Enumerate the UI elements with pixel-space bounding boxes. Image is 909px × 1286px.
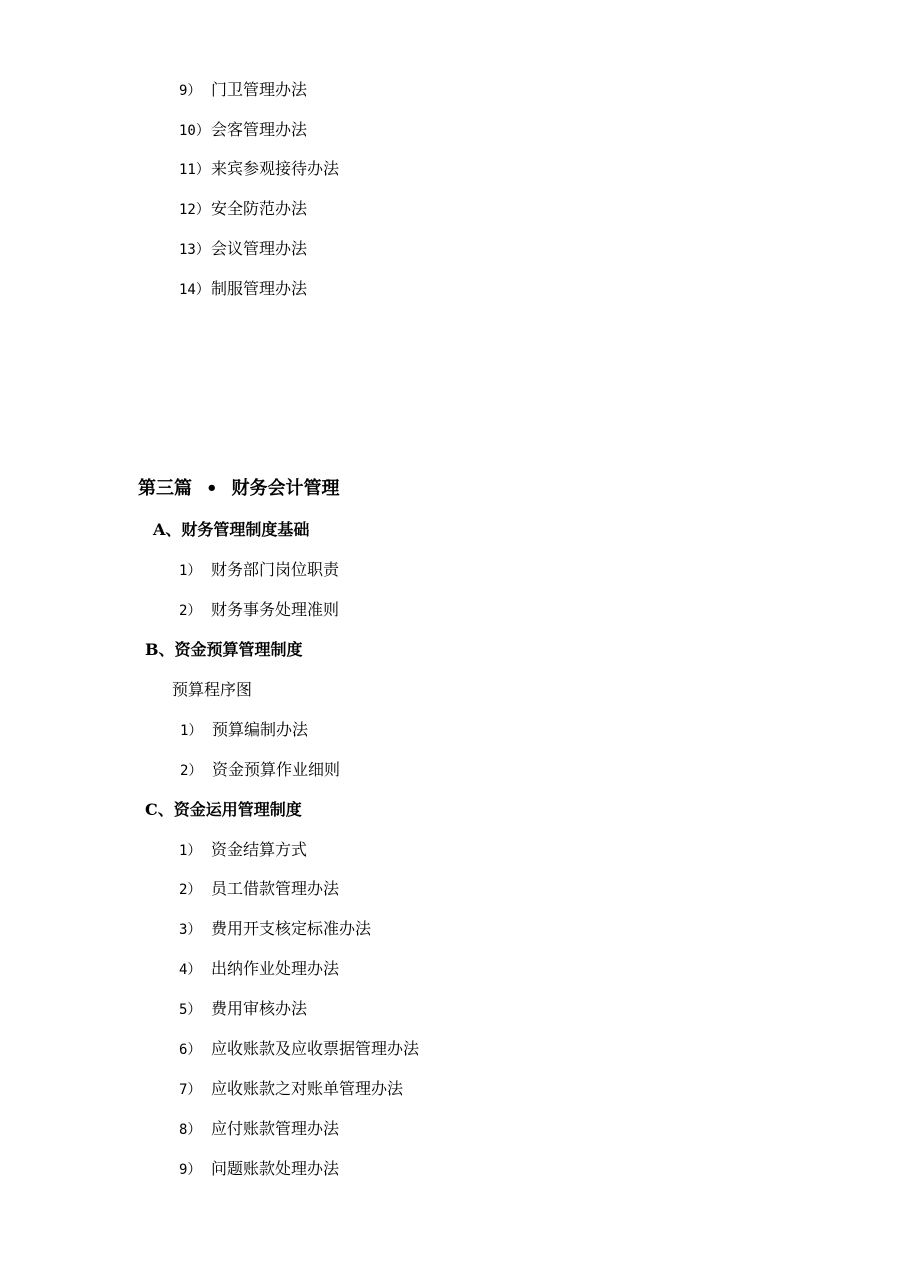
item-text: 资金预算作业细则 [212, 760, 341, 779]
item-text: 财务部门岗位职责 [211, 560, 340, 579]
item-text: 预算编制办法 [212, 720, 309, 739]
item-text: 应收账款及应收票据管理办法 [211, 1039, 420, 1058]
list-item [179, 919, 371, 940]
list-item [179, 959, 339, 980]
section-a-heading: A、财务管理制度基础 [153, 520, 310, 539]
item-number: 12） [179, 202, 210, 218]
list-item [179, 560, 339, 581]
list-item [179, 120, 307, 141]
item-text: 会议管理办法 [211, 239, 308, 258]
item-number: 8） [179, 1122, 202, 1138]
list-item [179, 159, 339, 180]
item-number: 6） [179, 1042, 202, 1058]
item-number: 14） [179, 282, 210, 298]
item-text: 费用开支核定标准办法 [211, 919, 372, 938]
list-item [179, 600, 339, 621]
item-text: 问题账款处理办法 [211, 1159, 340, 1178]
section-note: 预算程序图 [172, 680, 253, 699]
item-number: 4） [179, 962, 202, 978]
item-text: 出纳作业处理办法 [211, 959, 340, 978]
part-title-text: 财务会计管理 [231, 478, 340, 499]
item-number: 1） [179, 843, 202, 859]
section-b-heading: B、资金预算管理制度 [145, 640, 303, 659]
bullet-separator: • [206, 478, 218, 499]
item-number: 5） [179, 1002, 202, 1018]
item-text: 安全防范办法 [211, 199, 308, 218]
list-item [179, 1079, 403, 1100]
list-item [179, 1039, 419, 1060]
item-text: 应收账款之对账单管理办法 [211, 1079, 404, 1098]
item-number: 13） [179, 242, 210, 258]
item-text: 应付账款管理办法 [211, 1119, 340, 1138]
list-item [179, 1159, 339, 1180]
item-number: 2） [179, 603, 202, 619]
part-prefix: 第三篇 [138, 478, 192, 499]
list-item [179, 279, 307, 300]
list-item [179, 999, 307, 1020]
item-text: 会客管理办法 [211, 120, 308, 139]
item-text: 制服管理办法 [211, 279, 308, 298]
list-item [179, 840, 307, 861]
item-text: 来宾参观接待办法 [211, 159, 340, 178]
item-number: 7） [179, 1082, 202, 1098]
item-number: 1） [179, 563, 202, 579]
list-item [179, 1119, 339, 1140]
section-c-heading: C、资金运用管理制度 [145, 800, 302, 819]
item-number: 10） [179, 123, 210, 139]
list-item [180, 720, 308, 741]
item-number: 1） [180, 723, 203, 739]
list-item [179, 239, 307, 260]
part-title [138, 478, 340, 500]
item-text: 资金结算方式 [211, 840, 308, 859]
item-number: 9） [179, 83, 202, 99]
list-item [179, 199, 307, 220]
item-number: 3） [179, 922, 202, 938]
item-number: 2） [179, 882, 202, 898]
item-number: 9） [179, 1162, 202, 1178]
item-text: 费用审核办法 [211, 999, 308, 1018]
item-text: 财务事务处理准则 [211, 600, 340, 619]
list-item [179, 80, 307, 101]
list-item [179, 879, 339, 900]
item-text: 员工借款管理办法 [211, 879, 340, 898]
item-number: 2） [180, 763, 203, 779]
list-item [180, 760, 340, 781]
item-number: 11） [179, 162, 210, 178]
item-text: 门卫管理办法 [211, 80, 308, 99]
